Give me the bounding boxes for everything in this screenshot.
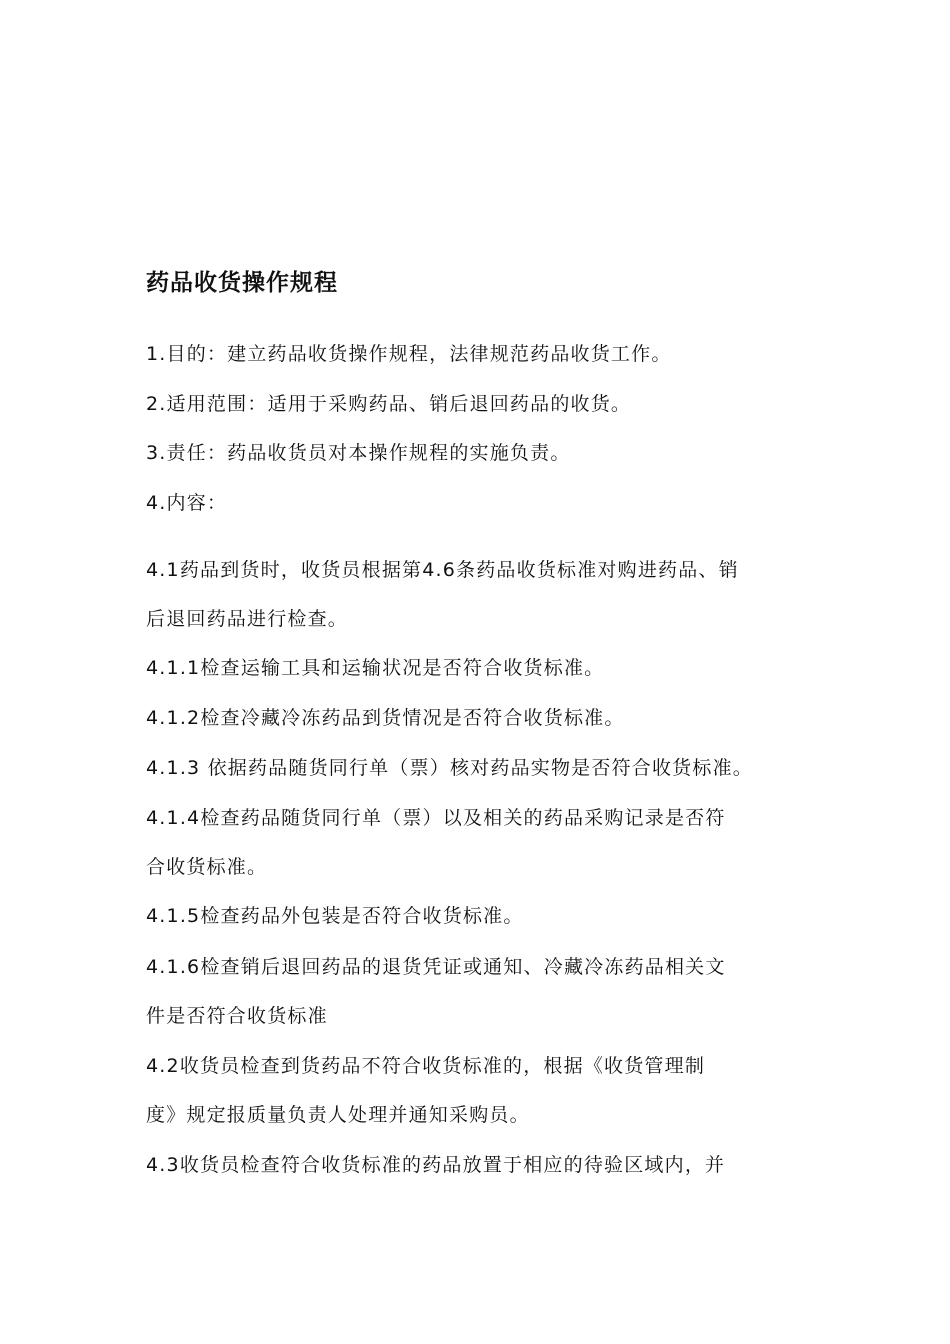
paragraph-4-1-4-line-2: 合收货标准。 (146, 856, 268, 878)
paragraph-responsibility: 3.责任：药品收货员对本操作规程的实施负责。 (146, 442, 571, 464)
paragraph-4-1-1: 4.1.1检查运输工具和运输状况是否符合收货标准。 (146, 657, 605, 679)
paragraph-4-1-5: 4.1.5检查药品外包装是否符合收货标准。 (146, 905, 524, 927)
paragraph-4-1-6-line-1: 4.1.6检查销后退回药品的退货凭证或通知、冷藏冷冻药品相关文 (146, 956, 726, 978)
paragraph-4-2-line-2: 度》规定报质量负责人处理并通知采购员。 (146, 1104, 530, 1126)
document-title: 药品收货操作规程 (146, 270, 338, 296)
paragraph-content-heading: 4.内容： (146, 492, 228, 514)
paragraph-4-1-6-line-2: 件是否符合收货标准 (146, 1005, 328, 1027)
paragraph-4-1-line-2: 后退回药品进行检查。 (146, 608, 349, 630)
paragraph-4-1-4-line-1: 4.1.4检查药品随货同行单（票）以及相关的药品采购记录是否符 (146, 807, 726, 829)
paragraph-4-2-line-1: 4.2收货员检查到货药品不符合收货标准的，根据《收货管理制 (146, 1055, 706, 1077)
paragraph-4-1-3: 4.1.3 依据药品随货同行单（票）核对药品实物是否符合收货标准。 (146, 757, 753, 779)
paragraph-scope: 2.适用范围：适用于采购药品、销后退回药品的收货。 (146, 393, 632, 415)
paragraph-4-1-line-1: 4.1药品到货时，收货员根据第4.6条药品收货标准对购进药品、销 (146, 559, 739, 581)
paragraph-4-1-2: 4.1.2检查冷藏冷冻药品到货情况是否符合收货标准。 (146, 707, 625, 729)
paragraph-purpose: 1.目的：建立药品收货操作规程，法律规范药品收货工作。 (146, 343, 672, 365)
paragraph-4-3-line-1: 4.3收货员检查符合收货标准的药品放置于相应的待验区域内，并 (146, 1154, 726, 1176)
